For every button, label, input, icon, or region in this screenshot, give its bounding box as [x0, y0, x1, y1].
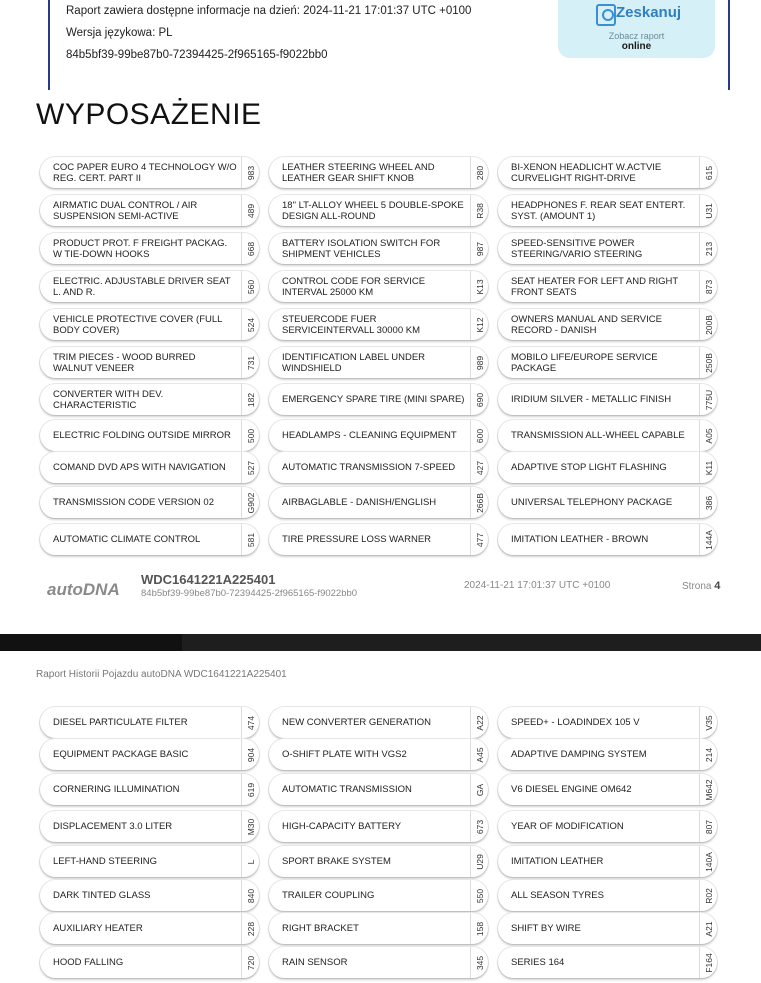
report-date-line: Raport zawiera dostępne informacje na dzień: 2024-11-21 17:01:37 UTC +0100	[66, 5, 472, 17]
equipment-item	[269, 880, 488, 911]
footer-date: 2024-11-21 17:01:37 UTC +0100	[464, 580, 611, 591]
equipment-code: 477	[474, 532, 485, 547]
equipment-name: IDENTIFICATION LABEL UNDER WINDSHIELD	[282, 351, 426, 374]
equipment-code: U31	[703, 202, 714, 219]
equipment-name: TRANSMISSION ALL-WHEEL CAPABLE	[511, 430, 685, 441]
equipment-name: IMITATION LEATHER - BROWN	[511, 534, 649, 545]
equipment-name: ADAPTIVE STOP LIGHT FLASHING	[511, 462, 667, 473]
language-version-line: Wersja językowa: PL	[66, 27, 173, 39]
equipment-name: RIGHT BRACKET	[282, 923, 359, 934]
equipment-code-box	[470, 774, 488, 805]
equipment-code-box	[699, 347, 717, 378]
equipment-code: K12	[474, 316, 485, 333]
footer-hash: 84b5bf39-99be87b0-72394425-2f965165-f9022bb0	[141, 588, 358, 599]
equipment-name: SEAT HEATER FOR LEFT AND RIGHT FRONT SEATS	[511, 275, 678, 298]
equipment-item	[498, 157, 717, 188]
equipment-name: UNIVERSAL TELEPHONY PACKAGE	[511, 497, 673, 508]
equipment-name: HEADLAMPS - CLEANING EQUIPMENT	[282, 430, 457, 441]
equipment-code: 673	[474, 819, 485, 834]
equipment-code-box	[470, 487, 488, 518]
equipment-code: 345	[474, 955, 485, 970]
equipment-name: AIRBAGLABLE - DANISH/ENGLISH	[282, 497, 437, 508]
equipment-name: MOBILO LIFE/EUROPE SERVICE PACKAGE	[511, 351, 658, 374]
equipment-name: SPEED+ - LOADINDEX 105 V	[511, 717, 640, 728]
equipment-code: 250B	[703, 352, 714, 373]
equipment-name: VEHICLE PROTECTIVE COVER (FULL BODY COVER)	[53, 313, 223, 336]
equipment-code-box	[699, 271, 717, 302]
equipment-code: 214	[703, 747, 714, 762]
equipment-code-box	[241, 347, 259, 378]
equipment-item	[40, 846, 259, 877]
equipment-item	[498, 947, 717, 978]
equipment-code-box	[470, 846, 488, 877]
equipment-code: 619	[245, 782, 256, 797]
equipment-item	[269, 707, 488, 738]
report-hash-line: 84b5bf39-99be87b0-72394425-2f965165-f9022bb0	[66, 49, 328, 61]
equipment-code-box	[241, 384, 259, 415]
page-label: Strona	[682, 581, 712, 592]
equipment-code-box	[241, 271, 259, 302]
equipment-item	[269, 157, 488, 188]
equipment-name: LEFT-HAND STEERING	[53, 856, 157, 867]
equipment-name: CONVERTER WITH DEV. CHARACTERISTIC	[53, 388, 164, 411]
equipment-code-box	[241, 233, 259, 264]
equipment-code: K11	[703, 460, 714, 475]
equipment-item	[269, 846, 488, 877]
equipment-code-box	[470, 309, 488, 340]
equipment-name: CORNERING ILLUMINATION	[53, 784, 180, 795]
equipment-code-box	[241, 811, 259, 842]
equipment-item	[498, 487, 717, 518]
equipment-code: 427	[474, 460, 485, 475]
footer-vin: WDC1641221A225401	[141, 572, 276, 587]
qr-scan-icon	[596, 4, 616, 26]
equipment-item	[40, 880, 259, 911]
equipment-code: 489	[245, 203, 256, 218]
equipment-item	[269, 309, 488, 340]
equipment-name: SERIES 164	[511, 957, 565, 968]
equipment-code-box	[470, 347, 488, 378]
equipment-code-box	[470, 707, 488, 738]
equipment-item	[498, 233, 717, 264]
equipment-code-box	[699, 707, 717, 738]
equipment-code: 213	[703, 241, 714, 256]
equipment-item	[498, 384, 717, 415]
equipment-item	[269, 774, 488, 805]
equipment-code-box	[241, 774, 259, 805]
equipment-item	[498, 309, 717, 340]
equipment-code-box	[699, 420, 717, 451]
equipment-name: EQUIPMENT PACKAGE BASIC	[53, 749, 189, 760]
equipment-name: TRIM PIECES - WOOD BURRED WALNUT VENEER	[53, 351, 196, 374]
equipment-code: 807	[703, 819, 714, 834]
equipment-name: AUTOMATIC TRANSMISSION	[282, 784, 412, 795]
equipment-item	[498, 347, 717, 378]
equipment-code: 500	[245, 428, 256, 443]
equipment-code: U29	[474, 853, 485, 870]
equipment-code: F164	[703, 952, 714, 973]
equipment-code-box	[699, 811, 717, 842]
equipment-code-box	[470, 195, 488, 226]
equipment-code-box	[470, 947, 488, 978]
equipment-code-box	[699, 452, 717, 483]
autodna-logo: autoDNA	[47, 580, 120, 599]
equipment-name: AUTOMATIC TRANSMISSION 7-SPEED	[282, 462, 456, 473]
page2-header: Raport Historii Pojazdu autoDNA WDC1641221A225401	[36, 669, 287, 680]
equipment-code: 731	[245, 355, 256, 370]
page-footer	[0, 568, 761, 608]
equipment-code: 200B	[703, 314, 714, 335]
equipment-code-box	[470, 271, 488, 302]
equipment-name: RAIN SENSOR	[282, 957, 348, 968]
scan-badge-online: online	[621, 41, 652, 52]
equipment-item	[40, 524, 259, 555]
equipment-name: TRANSMISSION CODE VERSION 02	[53, 497, 215, 508]
equipment-code-box	[470, 384, 488, 415]
equipment-code: 140A	[703, 851, 714, 872]
equipment-name: AUTOMATIC CLIMATE CONTROL	[53, 534, 201, 545]
equipment-code-box	[699, 233, 717, 264]
equipment-name: EMERGENCY SPARE TIRE (MINI SPARE)	[282, 394, 465, 405]
equipment-code: K13	[474, 278, 485, 295]
equipment-code-box	[470, 880, 488, 911]
equipment-item	[498, 195, 717, 226]
equipment-name: PRODUCT PROT. F FREIGHT PACKAG. W TIE-DOWN HOOKS	[53, 237, 228, 260]
equipment-name: DIESEL PARTICULATE FILTER	[53, 717, 188, 728]
scan-badge-subtitle: Zobacz raport	[608, 31, 665, 41]
equipment-code-box	[699, 157, 717, 188]
equipment-code: 182	[245, 392, 256, 407]
equipment-name: COC PAPER EURO 4 TECHNOLOGY W/O REG. CERT. PART II	[53, 161, 237, 184]
equipment-code-box	[699, 846, 717, 877]
equipment-code: 386	[703, 495, 714, 510]
equipment-item	[40, 347, 259, 378]
equipment-item	[269, 947, 488, 978]
equipment-item	[269, 811, 488, 842]
page-number	[682, 580, 720, 592]
equipment-code-box	[699, 880, 717, 911]
equipment-code: GA	[474, 783, 485, 796]
equipment-item	[498, 707, 717, 738]
equipment-name: HOOD FALLING	[53, 957, 124, 968]
equipment-code: V35	[703, 714, 714, 731]
equipment-item	[269, 420, 488, 451]
equipment-code-box	[241, 524, 259, 555]
equipment-name: DARK TINTED GLASS	[53, 890, 151, 901]
equipment-name: SPEED-SENSITIVE POWER STEERING/VARIO STEERING	[511, 237, 643, 260]
equipment-code-box	[699, 947, 717, 978]
equipment-item	[269, 384, 488, 415]
equipment-name: TRAILER COUPLING	[282, 890, 375, 901]
equipment-code: 581	[245, 532, 256, 547]
equipment-item	[498, 774, 717, 805]
equipment-item	[269, 452, 488, 483]
equipment-code-box	[241, 452, 259, 483]
equipment-item	[40, 195, 259, 226]
equipment-item	[40, 487, 259, 518]
equipment-code-box	[241, 420, 259, 451]
equipment-code-box	[699, 739, 717, 770]
equipment-name: BI-XENON HEADLICHT W.ACTVIE CURVELIGHT RIGHT-DRIVE	[511, 161, 662, 184]
equipment-item	[269, 347, 488, 378]
equipment-code: 775U	[703, 389, 714, 410]
equipment-code: R02	[703, 887, 714, 904]
equipment-item	[269, 271, 488, 302]
equipment-item	[498, 913, 717, 944]
equipment-code-box	[699, 384, 717, 415]
equipment-code-box	[699, 487, 717, 518]
equipment-item	[269, 195, 488, 226]
equipment-name: AUXILIARY HEATER	[53, 923, 143, 934]
equipment-code: 600	[474, 428, 485, 443]
equipment-code-box	[241, 880, 259, 911]
equipment-item	[498, 420, 717, 451]
equipment-name: V6 DIESEL ENGINE OM642	[511, 784, 632, 795]
equipment-code-box	[470, 811, 488, 842]
equipment-code-box	[241, 739, 259, 770]
equipment-item	[269, 487, 488, 518]
equipment-name: NEW CONVERTER GENERATION	[282, 717, 432, 728]
equipment-code: 524	[245, 317, 256, 332]
equipment-code: 720	[245, 955, 256, 970]
equipment-name: ADAPTIVE DAMPING SYSTEM	[511, 749, 647, 760]
equipment-name: 18" LT-ALLOY WHEEL 5 DOUBLE-SPOKE DESIGN ALL-ROUND	[282, 199, 464, 222]
equipment-code-box	[241, 309, 259, 340]
page-number-value: 4	[714, 580, 721, 592]
equipment-code-box	[470, 233, 488, 264]
scan-qr-badge[interactable]	[558, 0, 715, 58]
equipment-code: 690	[474, 392, 485, 407]
equipment-code: 668	[245, 241, 256, 256]
section-title: WYPOSAŻENIE	[36, 98, 262, 131]
equipment-code: A22	[474, 714, 485, 731]
equipment-code-box	[241, 487, 259, 518]
equipment-code-box	[699, 913, 717, 944]
equipment-item	[40, 384, 259, 415]
equipment-name: OWNERS MANUAL AND SERVICE RECORD - DANISH	[511, 313, 662, 336]
equipment-code-box	[470, 157, 488, 188]
equipment-code: M30	[245, 818, 256, 835]
equipment-item	[269, 739, 488, 770]
equipment-code: 904	[245, 747, 256, 762]
equipment-code-box	[241, 157, 259, 188]
equipment-code-box	[470, 420, 488, 451]
equipment-code-box	[241, 195, 259, 226]
equipment-code-box	[241, 707, 259, 738]
equipment-item	[40, 271, 259, 302]
equipment-code: 560	[245, 279, 256, 294]
equipment-item	[498, 880, 717, 911]
equipment-item	[269, 233, 488, 264]
equipment-code: 840	[245, 888, 256, 903]
equipment-code: 989	[474, 355, 485, 370]
equipment-code: 228	[245, 921, 256, 936]
equipment-code: R38	[474, 202, 485, 219]
equipment-name: AIRMATIC DUAL CONTROL / AIR SUSPENSION SEMI-ACTIVE	[53, 199, 198, 222]
equipment-item	[498, 811, 717, 842]
equipment-item	[269, 913, 488, 944]
equipment-item	[40, 420, 259, 451]
equipment-name: DISPLACEMENT 3.0 LITER	[53, 821, 173, 832]
equipment-code: 615	[703, 165, 714, 180]
equipment-item	[40, 707, 259, 738]
equipment-item	[40, 157, 259, 188]
equipment-code: 474	[245, 715, 256, 730]
page-divider-accent	[0, 634, 182, 651]
equipment-name: LEATHER STEERING WHEEL AND LEATHER GEAR SHIFT KNOB	[282, 161, 435, 184]
equipment-item	[498, 739, 717, 770]
equipment-name: IRIDIUM SILVER - METALLIC FINISH	[511, 394, 672, 405]
equipment-code-box	[241, 846, 259, 877]
equipment-name: SPORT BRAKE SYSTEM	[282, 856, 391, 867]
scan-badge-title: Zeskanuj	[616, 4, 682, 21]
equipment-code: 266B	[474, 492, 485, 513]
equipment-item	[40, 452, 259, 483]
equipment-item	[40, 913, 259, 944]
equipment-code-box	[241, 947, 259, 978]
equipment-code: 144A	[703, 529, 714, 550]
equipment-code: A45	[474, 746, 485, 763]
equipment-code: M642	[703, 778, 714, 801]
equipment-name: ALL SEASON TYRES	[511, 890, 604, 901]
equipment-code: 873	[703, 279, 714, 294]
equipment-code-box	[470, 913, 488, 944]
equipment-item	[498, 271, 717, 302]
equipment-name: O-SHIFT PLATE WITH VGS2	[282, 749, 407, 760]
equipment-code: 987	[474, 241, 485, 256]
equipment-item	[40, 233, 259, 264]
equipment-name: COMAND DVD APS WITH NAVIGATION	[53, 462, 226, 473]
equipment-item	[40, 309, 259, 340]
equipment-code: 983	[245, 165, 256, 180]
equipment-code-box	[470, 452, 488, 483]
equipment-code-box	[699, 524, 717, 555]
equipment-code-box	[470, 524, 488, 555]
equipment-name: ELECTRIC FOLDING OUTSIDE MIRROR	[53, 430, 231, 441]
equipment-item	[40, 811, 259, 842]
equipment-item	[40, 739, 259, 770]
equipment-code: G902	[245, 492, 256, 513]
equipment-code-box	[699, 195, 717, 226]
equipment-name: HEADPHONES F. REAR SEAT ENTERT. SYST. (AMOUNT 1)	[511, 199, 686, 222]
equipment-code-box	[241, 913, 259, 944]
equipment-item	[498, 846, 717, 877]
equipment-name: HIGH-CAPACITY BATTERY	[282, 821, 402, 832]
equipment-code: 550	[474, 888, 485, 903]
equipment-code: A21	[703, 920, 714, 937]
equipment-name: SHIFT BY WIRE	[511, 923, 581, 934]
equipment-code-box	[699, 774, 717, 805]
equipment-code: A05	[703, 427, 714, 444]
equipment-code: 158	[474, 921, 485, 936]
equipment-code-box	[699, 309, 717, 340]
equipment-code: 280	[474, 165, 485, 180]
equipment-code: L	[245, 859, 256, 864]
equipment-item	[269, 524, 488, 555]
page-divider	[0, 634, 761, 651]
equipment-code-box	[470, 739, 488, 770]
equipment-name: IMITATION LEATHER	[511, 856, 604, 867]
equipment-name: YEAR OF MODIFICATION	[511, 821, 624, 832]
equipment-item	[498, 524, 717, 555]
equipment-code: 527	[245, 460, 256, 475]
equipment-item	[40, 774, 259, 805]
equipment-name: BATTERY ISOLATION SWITCH FOR SHIPMENT VEHICLES	[282, 237, 441, 260]
equipment-name: STEUERCODE FUER SERVICEINTERVALL 30000 KM	[282, 313, 420, 336]
equipment-name: CONTROL CODE FOR SERVICE INTERVAL 25000 KM	[282, 275, 426, 298]
equipment-name: TIRE PRESSURE LOSS WARNER	[282, 534, 432, 545]
equipment-name: ELECTRIC. ADJUSTABLE DRIVER SEAT L. AND R.	[53, 275, 231, 298]
equipment-item	[40, 947, 259, 978]
equipment-item	[498, 452, 717, 483]
